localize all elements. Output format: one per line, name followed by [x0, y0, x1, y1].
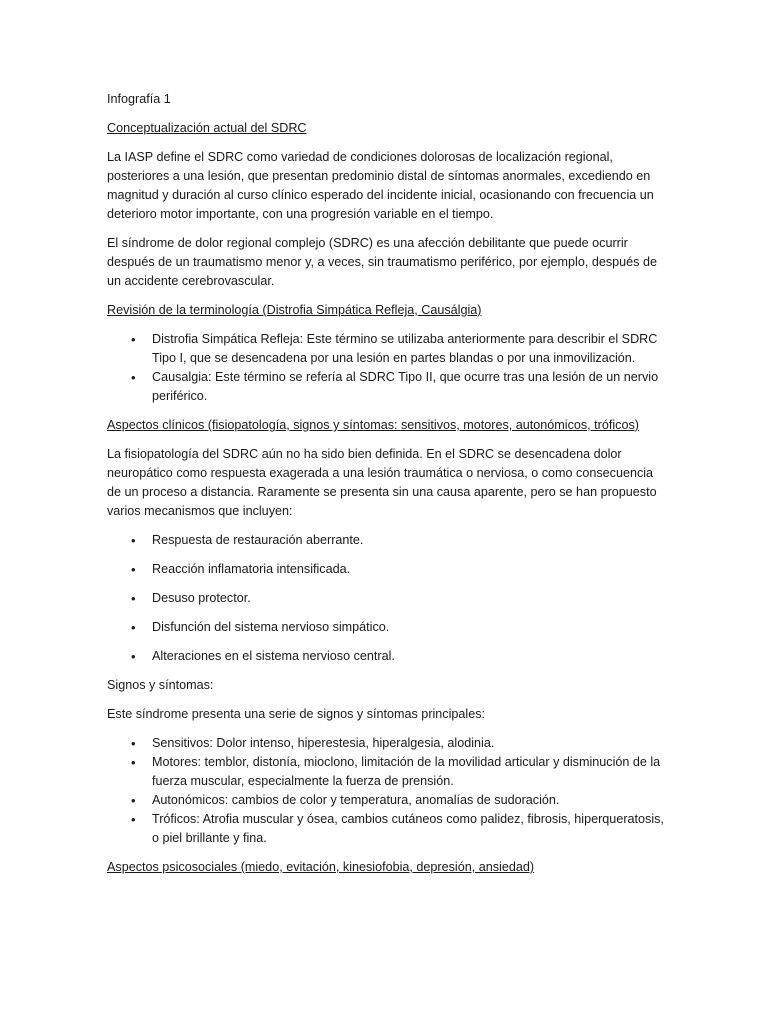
list-item: • Respuesta de restauración aberrante. — [152, 531, 668, 550]
signs-list — [107, 734, 668, 848]
list-item: • Motores: temblor, distonía, mioclono, limitación de la movilidad articular y disminución de la fuerza muscular, especialmente la fuerza de prensión. — [152, 753, 668, 791]
signs-intro: Este síndrome presenta una serie de signos y síntomas principales: — [107, 707, 486, 721]
section-heading-terminologia: Revisión de la terminología (Distrofia Simpática Refleja, Causálgia) — [107, 303, 482, 317]
section-heading-psicosociales: Aspectos psicosociales (miedo, evitación, kinesiofobia, depresión, ansiedad) — [107, 860, 535, 874]
paragraph-sdrc-description: El síndrome de dolor regional complejo (SDRC) es una afección debilitante que puede ocurrir después de un traumatismo menor y, a veces, sin traumatismo periférico, por ejemplo, después de un accidente cerebrovascular. — [107, 236, 657, 288]
mechanisms-list — [107, 531, 668, 666]
paragraph-iasp-definition: La IASP define el SDRC como variedad de condiciones dolorosas de localización regional, posteriores a una lesión, que presentan predominio distal de síntomas anormales, excediendo en magnitud y duración al curso clínico esperado del incidente inicial, ocasionando con frecuencia un deterioro motor importante, con una progresión variable en el tiempo. — [107, 150, 654, 221]
list-item: • Sensitivos: Dolor intenso, hiperestesia, hiperalgesia, alodinia. — [152, 734, 668, 753]
list-item: • Tróficos: Atrofia muscular y ósea, cambios cutáneos como palidez, fibrosis, hiperqueratosis, o piel brillante y fina. — [152, 810, 668, 848]
list-item: • Reacción inflamatoria intensificada. — [152, 560, 668, 579]
signs-label: Signos y síntomas: — [107, 678, 214, 692]
list-item: • Causalgia: Este término se refería al SDRC Tipo II, que ocurre tras una lesión de un nervio periférico. — [152, 368, 668, 406]
list-item: • Alteraciones en el sistema nervioso central. — [152, 647, 668, 666]
terminology-list — [107, 330, 668, 406]
document-title: Infografía 1 — [107, 92, 171, 106]
list-item: • Disfunción del sistema nervioso simpático. — [152, 618, 668, 637]
list-item: • Distrofia Simpática Refleja: Este término se utilizaba anteriormente para describir el SDRC Tipo I, que se desencadena por una lesión en partes blandas o por una inmovilización. — [152, 330, 668, 368]
list-item: • Autonómicos: cambios de color y temperatura, anomalías de sudoración. — [152, 791, 668, 810]
list-item: • Desuso protector. — [152, 589, 668, 608]
section-heading-aspectos-clinicos: Aspectos clínicos (fisiopatología, signos y síntomas: sensitivos, motores, autonómicos, tróficos) — [107, 418, 639, 432]
section-heading-conceptualizacion: Conceptualización actual del SDRC — [107, 121, 307, 135]
paragraph-fisiopatologia: La fisiopatología del SDRC aún no ha sido bien definida. En el SDRC se desencadena dolor neuropático como respuesta exagerada a una lesión traumática o nerviosa, o como consecuencia de un proceso a distancia. Raramente se presenta sin una causa aparente, pero se han propuesto varios mecanismos que incluyen: — [107, 447, 657, 518]
